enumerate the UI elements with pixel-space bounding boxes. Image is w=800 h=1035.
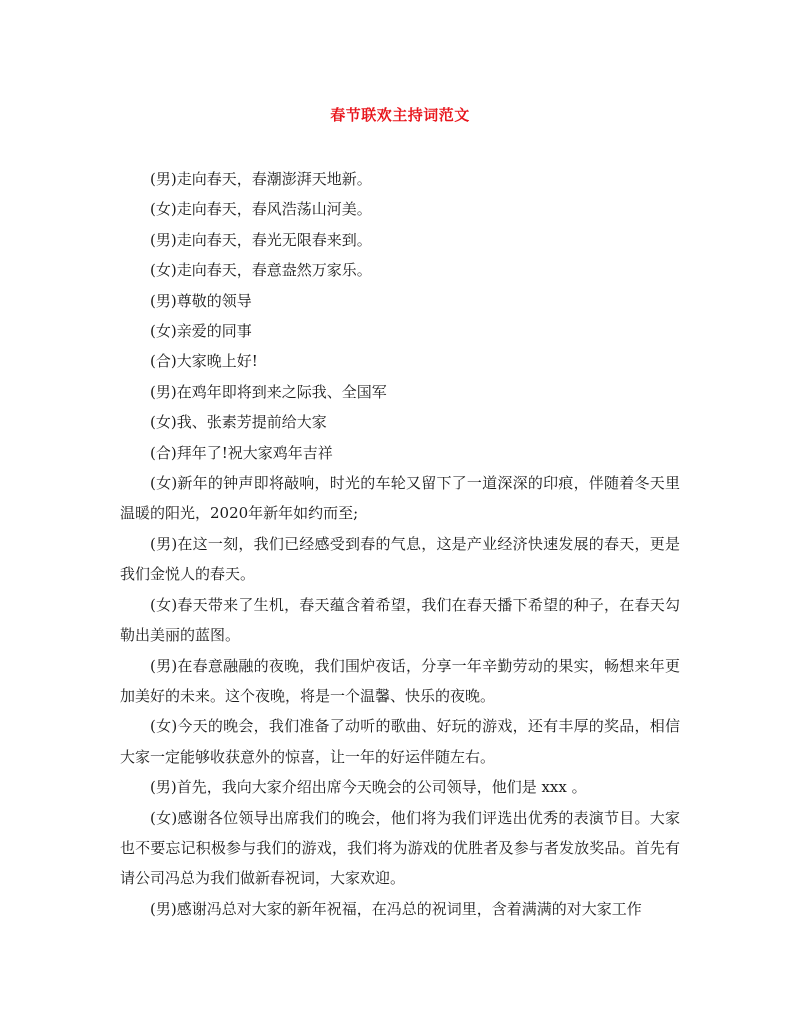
document-title: 春节联欢主持词范文	[330, 106, 470, 124]
paragraph: (男)在鸡年即将到来之际我、全国军	[150, 382, 387, 401]
paragraph: (女)亲爱的同事	[150, 322, 252, 341]
paragraph: (男)走向春天，春光无限春来到。	[150, 230, 372, 249]
paragraph: (女)走向春天，春意盎然万家乐。	[150, 261, 372, 280]
paragraph: (女)走向春天，春风浩荡山河美。	[150, 200, 372, 219]
paragraph: (女)感谢各位领导出席我们的晚会，他们将为我们评选出优秀的表演节目。大家也不要忘记积极参与我们的游戏，我们将为游戏的优胜者及参与者发放奖品。首先有请公司冯总为我们做新春祝词，大家欢迎。	[120, 808, 680, 888]
document-body	[120, 164, 680, 924]
paragraph: (男)感谢冯总对大家的新年祝福，在冯总的祝词里，含着满满的对大家工作	[150, 899, 642, 918]
paragraph: (男)首先，我向大家介绍出席今天晚会的公司领导，他们是 xxx 。	[150, 778, 587, 797]
paragraph: (男)尊敬的领导	[150, 291, 252, 310]
paragraph: (女)新年的钟声即将敲响，时光的车轮又留下了一道深深的印痕，伴随着冬天里温暖的阳光，2020年新年如约而至;	[120, 474, 680, 523]
paragraph: (男)在这一刻，我们已经感受到春的气息，这是产业经济快速发展的春天，更是我们金悦人的春天。	[120, 534, 680, 584]
paragraph: (合)大家晚上好!	[150, 352, 258, 371]
paragraph: (女)春天带来了生机，春天蕴含着希望，我们在春天播下希望的种子，在春天勾勒出美丽的蓝图。	[120, 595, 680, 645]
paragraph: (男)在春意融融的夜晚，我们围炉夜话，分享一年辛勤劳动的果实，畅想来年更加美好的未来。这个夜晚，将是一个温馨、快乐的夜晚。	[120, 656, 680, 705]
paragraph: (女)我、张素芳提前给大家	[150, 413, 327, 432]
paragraph: (男)走向春天，春潮澎湃天地新。	[150, 170, 372, 188]
paragraph: (女)今天的晚会，我们准备了动听的歌曲、好玩的游戏，还有丰厚的奖品，相信大家一定能够收获意外的惊喜，让一年的好运伴随左右。	[120, 717, 680, 766]
paragraph: (合)拜年了!祝大家鸡年吉祥	[150, 443, 333, 462]
